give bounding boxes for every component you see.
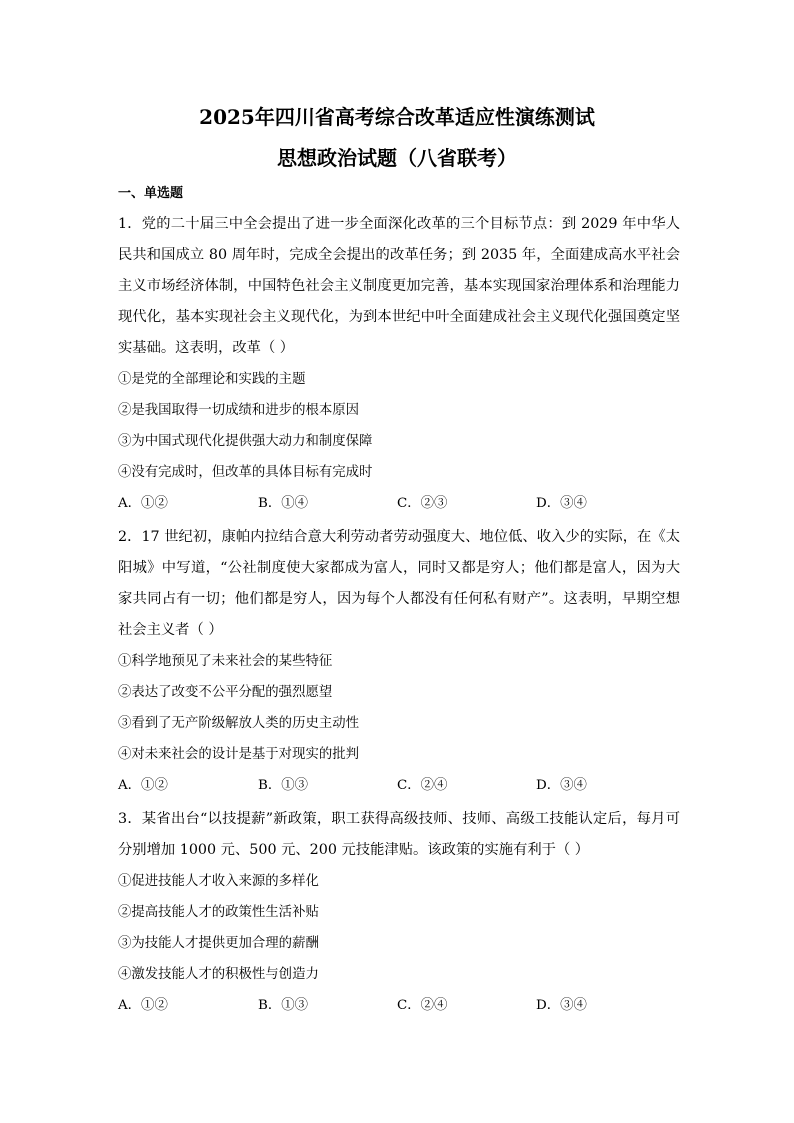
answer-choice-a[interactable]: A．①② (118, 778, 168, 793)
answer-choice-b[interactable]: B．①④ (258, 496, 309, 511)
answer-choice-c[interactable]: C．②④ (397, 998, 448, 1013)
answer-choice-a[interactable]: A．①② (118, 998, 168, 1013)
statement-option: ④没有完成时，但改革的具体目标有完成时 (118, 465, 373, 480)
answer-choices (118, 990, 680, 1021)
answer-choice-d[interactable]: D．③④ (536, 496, 587, 511)
statement-option: ②表达了改变不公平分配的强烈愿望 (118, 685, 333, 700)
statement-option: ③为中国式现代化提供强大动力和制度保障 (118, 434, 373, 449)
question-1 (118, 209, 680, 519)
statement-option: ③看到了无产阶级解放人类的历史主动性 (118, 716, 360, 731)
statement-option: ①促进技能人才收入来源的多样化 (118, 874, 319, 889)
answer-choice-b[interactable]: B．①③ (258, 998, 309, 1013)
answer-choice-a[interactable]: A．①② (118, 496, 168, 511)
answer-choice-b[interactable]: B．①③ (258, 778, 309, 793)
question-stem: 2．17 世纪初，康帕内拉结合意大利劳动者劳动强度大、地位低、收入少的实际，在《太阳城》中写道，“公社制度使大家都成为富人，同时又都是穷人；他们都是富人，因为大家共同占有一切；他们都是穷人，因为每个人都没有任何私有财产”。这表明，早期空想社会主义者（ ） (118, 529, 680, 638)
statement-option: ④激发技能人才的积极性与创造力 (118, 967, 319, 982)
statement-option: ③为技能人才提供更加合理的薪酬 (118, 936, 319, 951)
statement-option: ①科学地预见了未来社会的某些特征 (118, 654, 333, 669)
question-stem: 1．党的二十届三中全会提出了进一步全面深化改革的三个目标节点：到 2029 年中华人民共和国成立 80 周年时，完成全会提出的改革任务；到 2035 年，全面建成高水平社会主义市场经济体制，中国特色社会主义制度更加完善，基本实现国家治理体系和治理能力现代化，基本实现社会主义现代化，为到本世纪中叶全面建成社会主义现代化强国奠定坚实基础。这表明，改革（ ） (118, 216, 680, 356)
exam-title: 2025年四川省高考综合改革适应性演练测试 (199, 105, 595, 129)
statement-option: ②提高技能人才的政策性生活补贴 (118, 905, 319, 920)
statement-option: ④对未来社会的设计是基于对现实的批判 (118, 747, 360, 762)
answer-choices (118, 488, 680, 519)
answer-choice-c[interactable]: C．②④ (397, 778, 448, 793)
answer-choice-c[interactable]: C．②③ (397, 496, 448, 511)
exam-subtitle: 思想政治试题（八省联考） (277, 146, 517, 170)
question-stem: 3．某省出台“以技提薪”新政策，职工获得高级技师、技师、高级工技能认定后，每月可分别增加 1000 元、500 元、200 元技能津贴。该政策的实施有利于（ ） (118, 811, 680, 858)
question-2 (118, 522, 680, 801)
statement-option: ②是我国取得一切成绩和进步的根本原因 (118, 403, 360, 418)
statement-option: ①是党的全部理论和实践的主题 (118, 372, 306, 387)
answer-choice-d[interactable]: D．③④ (536, 778, 587, 793)
answer-choice-d[interactable]: D．③④ (536, 998, 587, 1013)
answer-choices (118, 770, 680, 801)
section-heading: 一、单选题 (118, 186, 184, 201)
question-3 (118, 804, 680, 1021)
